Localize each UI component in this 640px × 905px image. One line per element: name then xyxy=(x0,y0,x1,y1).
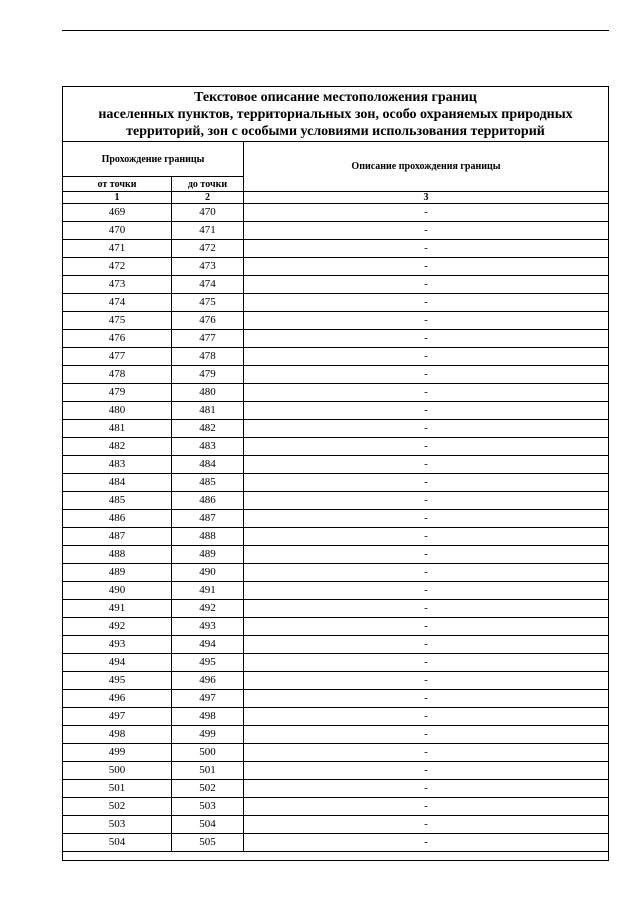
boundary-description-table xyxy=(62,86,609,861)
from-point-cell: 473 xyxy=(63,276,172,294)
to-point-cell: 495 xyxy=(172,654,244,672)
from-point-cell: 498 xyxy=(63,726,172,744)
table-footer-row xyxy=(63,852,609,861)
title-line: Текстовое описание местоположения границ xyxy=(194,89,477,105)
description-header: Описание прохождения границы xyxy=(244,142,609,192)
from-point-cell: 497 xyxy=(63,708,172,726)
description-cell: - xyxy=(244,366,609,384)
table-row xyxy=(63,744,609,762)
to-point-cell: 478 xyxy=(172,348,244,366)
from-point-header: от точки xyxy=(63,177,172,192)
to-point-cell: 473 xyxy=(172,258,244,276)
table-row xyxy=(63,330,609,348)
description-cell: - xyxy=(244,690,609,708)
from-point-cell: 475 xyxy=(63,312,172,330)
description-cell: - xyxy=(244,654,609,672)
description-cell: - xyxy=(244,816,609,834)
table-row xyxy=(63,564,609,582)
from-point-cell: 504 xyxy=(63,834,172,852)
to-point-cell: 471 xyxy=(172,222,244,240)
table-row xyxy=(63,222,609,240)
passage-header: Прохождение границы xyxy=(63,142,244,177)
to-point-cell: 490 xyxy=(172,564,244,582)
to-point-cell: 483 xyxy=(172,438,244,456)
column-number-3: 3 xyxy=(244,192,609,204)
from-point-cell: 469 xyxy=(63,204,172,222)
description-cell: - xyxy=(244,600,609,618)
from-point-cell: 479 xyxy=(63,384,172,402)
table-row xyxy=(63,204,609,222)
from-point-cell: 489 xyxy=(63,564,172,582)
from-point-cell: 500 xyxy=(63,762,172,780)
description-cell: - xyxy=(244,636,609,654)
table-row xyxy=(63,708,609,726)
to-point-cell: 505 xyxy=(172,834,244,852)
table-row xyxy=(63,366,609,384)
description-cell: - xyxy=(244,420,609,438)
from-point-cell: 485 xyxy=(63,492,172,510)
from-point-cell: 484 xyxy=(63,474,172,492)
table-row xyxy=(63,834,609,852)
to-point-cell: 494 xyxy=(172,636,244,654)
from-point-cell: 502 xyxy=(63,798,172,816)
to-point-cell: 487 xyxy=(172,510,244,528)
column-number-2: 2 xyxy=(172,192,244,204)
to-point-cell: 479 xyxy=(172,366,244,384)
to-point-cell: 492 xyxy=(172,600,244,618)
description-cell: - xyxy=(244,204,609,222)
title-line: населенных пунктов, территориальных зон, особо охраняемых природных xyxy=(98,106,573,122)
table-row xyxy=(63,600,609,618)
from-point-cell: 495 xyxy=(63,672,172,690)
table-row xyxy=(63,510,609,528)
table-row xyxy=(63,420,609,438)
table-row xyxy=(63,348,609,366)
description-cell: - xyxy=(244,510,609,528)
description-cell: - xyxy=(244,456,609,474)
description-cell: - xyxy=(244,348,609,366)
from-point-cell: 499 xyxy=(63,744,172,762)
from-point-cell: 501 xyxy=(63,780,172,798)
to-point-cell: 470 xyxy=(172,204,244,222)
description-cell: - xyxy=(244,672,609,690)
table-row xyxy=(63,240,609,258)
to-point-cell: 485 xyxy=(172,474,244,492)
from-point-cell: 477 xyxy=(63,348,172,366)
to-point-cell: 474 xyxy=(172,276,244,294)
column-number-1: 1 xyxy=(63,192,172,204)
description-cell: - xyxy=(244,258,609,276)
description-cell: - xyxy=(244,222,609,240)
to-point-cell: 503 xyxy=(172,798,244,816)
from-point-cell: 488 xyxy=(63,546,172,564)
from-point-cell: 491 xyxy=(63,600,172,618)
to-point-cell: 498 xyxy=(172,708,244,726)
description-cell: - xyxy=(244,834,609,852)
table-row xyxy=(63,816,609,834)
description-cell: - xyxy=(244,294,609,312)
description-cell: - xyxy=(244,438,609,456)
table-title xyxy=(63,87,609,142)
to-point-cell: 491 xyxy=(172,582,244,600)
to-point-cell: 477 xyxy=(172,330,244,348)
description-cell: - xyxy=(244,708,609,726)
description-cell: - xyxy=(244,276,609,294)
table-row xyxy=(63,618,609,636)
table-row xyxy=(63,492,609,510)
to-point-cell: 499 xyxy=(172,726,244,744)
description-cell: - xyxy=(244,798,609,816)
table-row xyxy=(63,690,609,708)
table-row xyxy=(63,294,609,312)
table-row xyxy=(63,780,609,798)
table-row xyxy=(63,654,609,672)
title-line: территорий, зон с особыми условиями использования территорий xyxy=(126,123,545,139)
to-point-cell: 482 xyxy=(172,420,244,438)
from-point-cell: 474 xyxy=(63,294,172,312)
description-cell: - xyxy=(244,780,609,798)
header-rule xyxy=(62,30,609,31)
to-point-cell: 489 xyxy=(172,546,244,564)
description-cell: - xyxy=(244,582,609,600)
description-cell: - xyxy=(244,312,609,330)
description-cell: - xyxy=(244,564,609,582)
from-point-cell: 494 xyxy=(63,654,172,672)
table-row xyxy=(63,672,609,690)
table-row xyxy=(63,726,609,744)
to-point-cell: 500 xyxy=(172,744,244,762)
table-row xyxy=(63,276,609,294)
from-point-cell: 486 xyxy=(63,510,172,528)
to-point-cell: 504 xyxy=(172,816,244,834)
description-cell: - xyxy=(244,546,609,564)
description-cell: - xyxy=(244,240,609,258)
description-cell: - xyxy=(244,618,609,636)
table-row xyxy=(63,402,609,420)
from-point-cell: 470 xyxy=(63,222,172,240)
to-point-cell: 481 xyxy=(172,402,244,420)
description-cell: - xyxy=(244,330,609,348)
table-row xyxy=(63,546,609,564)
table-body xyxy=(63,204,609,852)
from-point-cell: 480 xyxy=(63,402,172,420)
to-point-cell: 476 xyxy=(172,312,244,330)
description-cell: - xyxy=(244,492,609,510)
table-row xyxy=(63,258,609,276)
description-cell: - xyxy=(244,726,609,744)
from-point-cell: 487 xyxy=(63,528,172,546)
to-point-cell: 475 xyxy=(172,294,244,312)
to-point-cell: 484 xyxy=(172,456,244,474)
from-point-cell: 490 xyxy=(63,582,172,600)
table-row xyxy=(63,456,609,474)
description-cell: - xyxy=(244,744,609,762)
from-point-cell: 492 xyxy=(63,618,172,636)
from-point-cell: 478 xyxy=(63,366,172,384)
from-point-cell: 493 xyxy=(63,636,172,654)
description-cell: - xyxy=(244,474,609,492)
from-point-cell: 496 xyxy=(63,690,172,708)
to-point-cell: 493 xyxy=(172,618,244,636)
table-row xyxy=(63,438,609,456)
description-cell: - xyxy=(244,762,609,780)
to-point-cell: 480 xyxy=(172,384,244,402)
table-row xyxy=(63,384,609,402)
table-row xyxy=(63,636,609,654)
description-cell: - xyxy=(244,528,609,546)
to-point-cell: 501 xyxy=(172,762,244,780)
description-cell: - xyxy=(244,402,609,420)
from-point-cell: 476 xyxy=(63,330,172,348)
table-row xyxy=(63,582,609,600)
to-point-cell: 488 xyxy=(172,528,244,546)
from-point-cell: 481 xyxy=(63,420,172,438)
from-point-cell: 472 xyxy=(63,258,172,276)
to-point-cell: 472 xyxy=(172,240,244,258)
table-row xyxy=(63,762,609,780)
table-row xyxy=(63,312,609,330)
from-point-cell: 503 xyxy=(63,816,172,834)
to-point-cell: 502 xyxy=(172,780,244,798)
from-point-cell: 482 xyxy=(63,438,172,456)
to-point-cell: 486 xyxy=(172,492,244,510)
from-point-cell: 471 xyxy=(63,240,172,258)
table-row xyxy=(63,474,609,492)
description-cell: - xyxy=(244,384,609,402)
to-point-cell: 496 xyxy=(172,672,244,690)
to-point-header: до точки xyxy=(172,177,244,192)
from-point-cell: 483 xyxy=(63,456,172,474)
to-point-cell: 497 xyxy=(172,690,244,708)
table-row xyxy=(63,798,609,816)
table-row xyxy=(63,528,609,546)
